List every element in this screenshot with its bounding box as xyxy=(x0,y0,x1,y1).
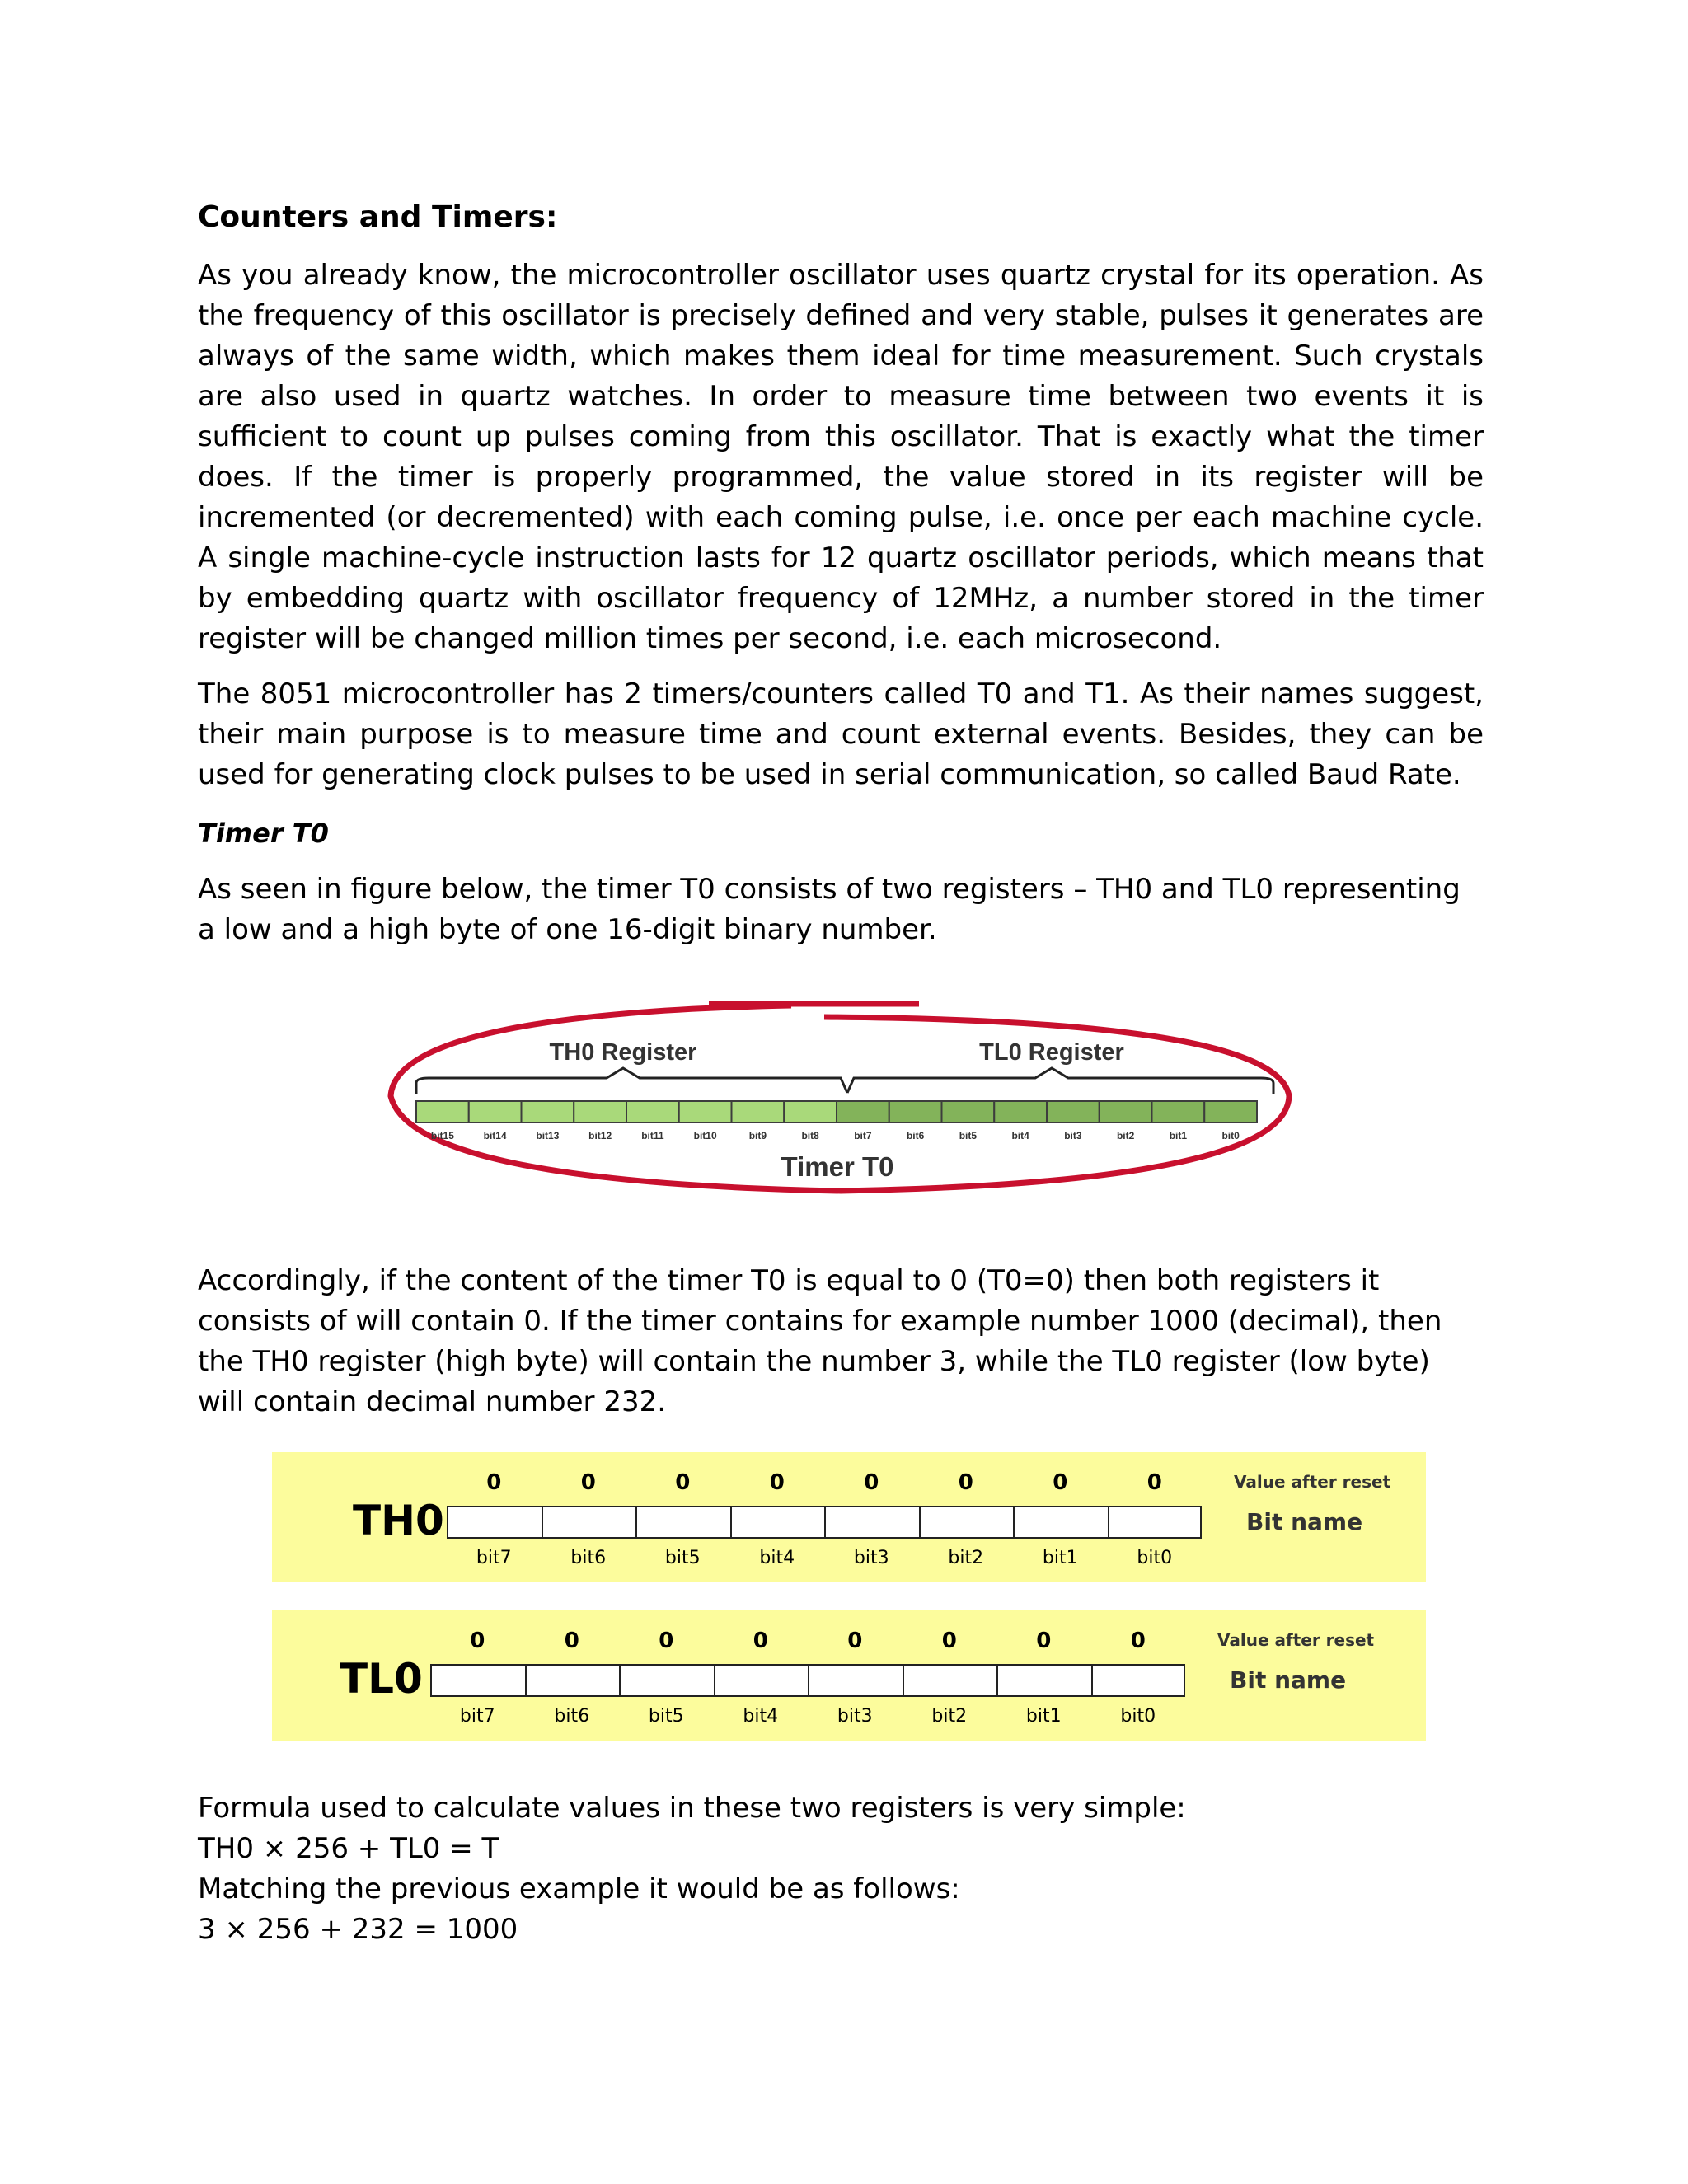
bit-name: bit0 xyxy=(1137,1548,1173,1568)
reset-value: 0 xyxy=(1130,1629,1146,1653)
bit-name: bit3 xyxy=(837,1706,873,1727)
paragraph-oscillator: As you already know, the microcontroller oscillator uses quartz crystal for its operation. As the frequency of this oscillator is precisely defined and very stable, pulses it generates are always of the same width, which makes them ideal for time measurement. Such crystals are also used in quartz watches. In order to measure time between two events it is sufficient to count up pulses coming from this oscillator. That is exactly what the timer does. If the timer is properly programmed, the value stored in its register will be incremented (or decremented) with each coming pulse, i.e. once per each machine cycle. A single machine-cycle instruction lasts for 12 quartz oscillator periods, which means that by embedding quartz with oscillator frequency of 12MHz, a number stored in the timer register will be changed million times per second, i.e. each microsecond. xyxy=(198,259,1484,655)
register-bit-cell xyxy=(730,1506,827,1539)
bit-label: bit7 xyxy=(854,1130,872,1141)
bit-label: bit13 xyxy=(536,1130,560,1141)
bit-label: bit14 xyxy=(483,1130,507,1141)
bit-cell xyxy=(1204,1101,1257,1122)
bit-labels xyxy=(431,1130,1240,1141)
register-bit-cell xyxy=(447,1506,543,1539)
register-bit-cell xyxy=(619,1664,715,1697)
register-bit-cell xyxy=(1091,1664,1186,1697)
bit-cell xyxy=(416,1101,469,1122)
bit-name: bit2 xyxy=(948,1548,984,1568)
bit-name-label: Bit name xyxy=(1230,1666,1347,1694)
formula-intro: Formula used to calculate values in these two registers is very simple: xyxy=(198,1792,1186,1825)
register-bit-cell xyxy=(635,1506,732,1539)
th0-brace xyxy=(416,1068,847,1094)
paragraph-timer-contents: Accordingly, if the content of the timer T0 is equal to 0 (T0=0) then both registers it consists of will contain 0. If the timer contains for example number 1000 (decimal), then the TH0 register (high byte) will contain the number 3, while the TL0 register (low byte) will contain decimal number 232. xyxy=(198,1264,1442,1418)
reset-value: 0 xyxy=(847,1629,863,1653)
reset-value: 0 xyxy=(1053,1470,1068,1495)
bit-label: bit11 xyxy=(641,1130,664,1141)
value-after-reset-label: Value after reset xyxy=(1217,1630,1375,1650)
register-bit-cell xyxy=(919,1506,1015,1539)
bit-cell xyxy=(837,1101,889,1122)
reset-value: 0 xyxy=(659,1629,674,1653)
register-bit-cell xyxy=(996,1664,1093,1697)
bit-label: bit15 xyxy=(430,1130,454,1141)
register-name: TH0 xyxy=(353,1497,444,1544)
document-body xyxy=(198,198,1484,965)
register-bit-cell xyxy=(714,1664,810,1697)
register-bit-cell xyxy=(808,1664,904,1697)
bit-cell xyxy=(942,1101,995,1122)
formula: TH0 × 256 + TL0 = T xyxy=(198,1832,499,1865)
formula-section xyxy=(198,1788,1484,1950)
timer-t0-label: Timer T0 xyxy=(781,1151,894,1182)
bit-name: bit7 xyxy=(476,1548,512,1568)
register-bit-cell xyxy=(1108,1506,1203,1539)
reset-value: 0 xyxy=(753,1629,768,1653)
bit-name: bit4 xyxy=(759,1548,795,1568)
register-tl0 xyxy=(272,1610,1426,1741)
bit-cell xyxy=(679,1101,732,1122)
bit-label: bit4 xyxy=(1011,1130,1029,1141)
bit-label: bit5 xyxy=(959,1130,978,1141)
tl0-brace xyxy=(847,1068,1273,1094)
bit-cell xyxy=(1152,1101,1205,1122)
document-body-2 xyxy=(198,1261,1484,1437)
reset-value: 0 xyxy=(1146,1470,1162,1495)
bit-name: bit1 xyxy=(1025,1706,1062,1727)
paragraph-8051-timers: The 8051 microcontroller has 2 timers/counters called T0 and T1. As their names suggest, their main purpose is to measure time and count external events. Besides, they can be used for generating clock pulses to be used in serial communication, so called Baud Rate. xyxy=(198,677,1484,791)
section-heading: Counters and Timers: xyxy=(198,200,558,234)
bit-name: bit7 xyxy=(459,1706,495,1727)
bit-name: bit6 xyxy=(570,1548,607,1568)
bit-label: bit9 xyxy=(748,1130,767,1141)
bit-name: bit3 xyxy=(853,1548,889,1568)
bit-cell xyxy=(889,1101,942,1122)
bit-label: bit10 xyxy=(693,1130,717,1141)
reset-value: 0 xyxy=(564,1629,579,1653)
reset-value: 0 xyxy=(470,1629,485,1653)
register-bit-cell xyxy=(903,1664,999,1697)
bit-label: bit1 xyxy=(1169,1130,1188,1141)
bit-name: bit2 xyxy=(931,1706,968,1727)
reset-value: 0 xyxy=(769,1470,785,1495)
th0-register-label: TH0 Register xyxy=(549,1039,697,1066)
reset-value: 0 xyxy=(580,1470,596,1495)
paragraph-t0-registers: As seen in figure below, the timer T0 consists of two registers – TH0 and TL0 representing a low and a high byte of one 16-digit binary number. xyxy=(198,873,1461,946)
register-th0 xyxy=(272,1452,1426,1582)
bit-cell xyxy=(574,1101,626,1122)
reset-value: 0 xyxy=(1036,1629,1052,1653)
register-bit-cell xyxy=(430,1664,527,1697)
bit-label: bit0 xyxy=(1221,1130,1240,1141)
bit-name: bit1 xyxy=(1042,1548,1078,1568)
example-intro: Matching the previous example it would be as follows: xyxy=(198,1872,960,1905)
reset-value: 0 xyxy=(675,1470,691,1495)
bit-name: bit0 xyxy=(1120,1706,1156,1727)
reset-value: 0 xyxy=(941,1629,957,1653)
subheading-timer-t0: Timer T0 xyxy=(198,818,329,849)
bit-cell xyxy=(784,1101,837,1122)
bit-cell xyxy=(1047,1101,1100,1122)
value-after-reset-label: Value after reset xyxy=(1234,1472,1391,1492)
register-name: TL0 xyxy=(340,1655,423,1703)
bit-name: bit5 xyxy=(664,1548,701,1568)
bit-label: bit3 xyxy=(1064,1130,1082,1141)
reset-value: 0 xyxy=(486,1470,502,1495)
tl0-register-label: TL0 Register xyxy=(979,1039,1124,1066)
bit-label: bit6 xyxy=(906,1130,925,1141)
bit-name: bit4 xyxy=(743,1706,779,1727)
bit-cell xyxy=(626,1101,679,1122)
register-bit-cell xyxy=(542,1506,638,1539)
register-bit-cell xyxy=(1013,1506,1109,1539)
bit-cell xyxy=(469,1101,522,1122)
register-bit-cell xyxy=(525,1664,621,1697)
reset-value: 0 xyxy=(958,1470,973,1495)
bit-cells xyxy=(416,1101,1257,1122)
bit-cell xyxy=(994,1101,1047,1122)
bit-name: bit6 xyxy=(554,1706,590,1727)
bit-name-label: Bit name xyxy=(1246,1508,1363,1535)
bit-cell xyxy=(522,1101,574,1122)
example-calculation: 3 × 256 + 232 = 1000 xyxy=(198,1913,518,1946)
bit-label: bit2 xyxy=(1116,1130,1135,1141)
bit-label: bit8 xyxy=(801,1130,819,1141)
timer-t0-diagram xyxy=(379,997,1302,1199)
bit-cell xyxy=(1100,1101,1152,1122)
register-bit-cell xyxy=(824,1506,921,1539)
bit-name: bit5 xyxy=(648,1706,684,1727)
reset-value: 0 xyxy=(864,1470,879,1495)
bit-cell xyxy=(732,1101,785,1122)
bit-label: bit12 xyxy=(588,1130,612,1141)
